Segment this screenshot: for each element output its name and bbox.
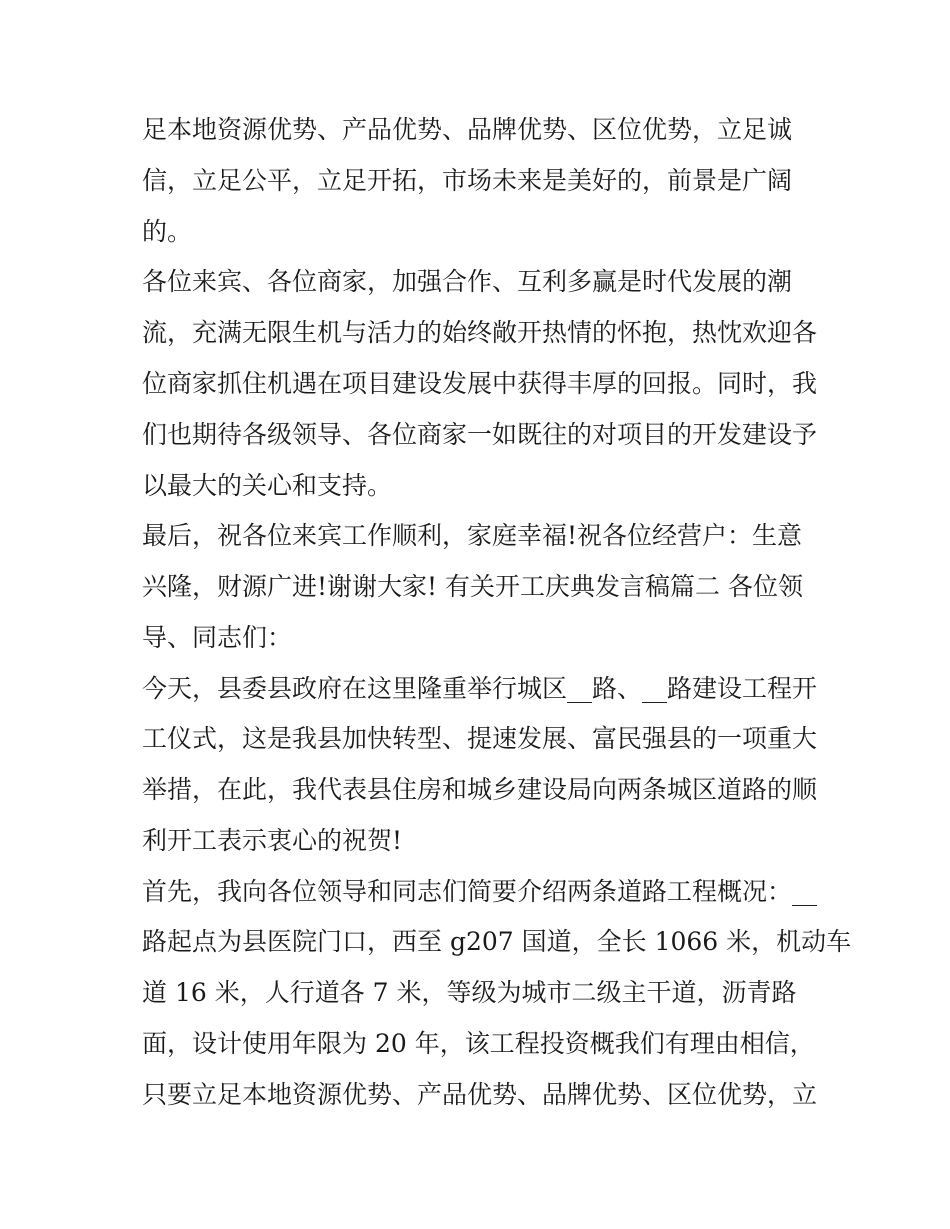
text-line: 位商家抓住机遇在项目建设发展中获得丰厚的回报。同时，我 bbox=[142, 369, 818, 398]
text-line: 最后，祝各位来宾工作顺利，家庭幸福!祝各位经营户：生意 bbox=[142, 521, 803, 550]
text-line: 面，设计使用年限为 20 年，该工程投资概我们有理由相信， bbox=[142, 1029, 815, 1058]
text-line: 路起点为县医院门口，西至 g207 国道，全长 1066 米，机动车 bbox=[142, 927, 852, 956]
text-line: 工仪式，这是我县加快转型、提速发展、富民强县的一项重大 bbox=[142, 724, 818, 753]
text-line: 举措，在此，我代表县住房和城乡建设局向两条城区道路的顺 bbox=[142, 775, 818, 804]
text-line: 的。 bbox=[142, 217, 193, 246]
text-line: 导、同志们： bbox=[142, 623, 293, 652]
text-line: 今天，县委县政府在这里隆重举行城区__路、__路建设工程开 bbox=[142, 674, 818, 703]
text-line: 只要立足本地资源优势、产品优势、品牌优势、区位优势，立 bbox=[142, 1080, 818, 1109]
text-line: 信，立足公平，立足开拓，市场未来是美好的，前景是广阔 bbox=[142, 166, 793, 195]
text-line: 们也期待各级领导、各位商家一如既往的对项目的开发建设予 bbox=[142, 420, 818, 449]
text-line: 以最大的关心和支持。 bbox=[142, 471, 393, 500]
text-line: 首先，我向各位领导和同志们简要介绍两条道路工程概况：__ bbox=[142, 877, 818, 906]
text-line: 流，充满无限生机与活力的始终敞开热情的怀抱，热忱欢迎各 bbox=[142, 318, 818, 347]
text-line: 各位来宾、各位商家，加强合作、互利多赢是时代发展的潮 bbox=[142, 267, 793, 296]
text-line: 兴隆，财源广进!谢谢大家! 有关开工庆典发言稿篇二 各位领 bbox=[142, 572, 803, 601]
text-line: 道 16 米，人行道各 7 米，等级为城市二级主干道，沥青路 bbox=[142, 978, 797, 1007]
text-line: 足本地资源优势、产品优势、品牌优势、区位优势，立足诚 bbox=[142, 115, 793, 144]
text-line: 利开工表示衷心的祝贺! bbox=[142, 826, 403, 855]
